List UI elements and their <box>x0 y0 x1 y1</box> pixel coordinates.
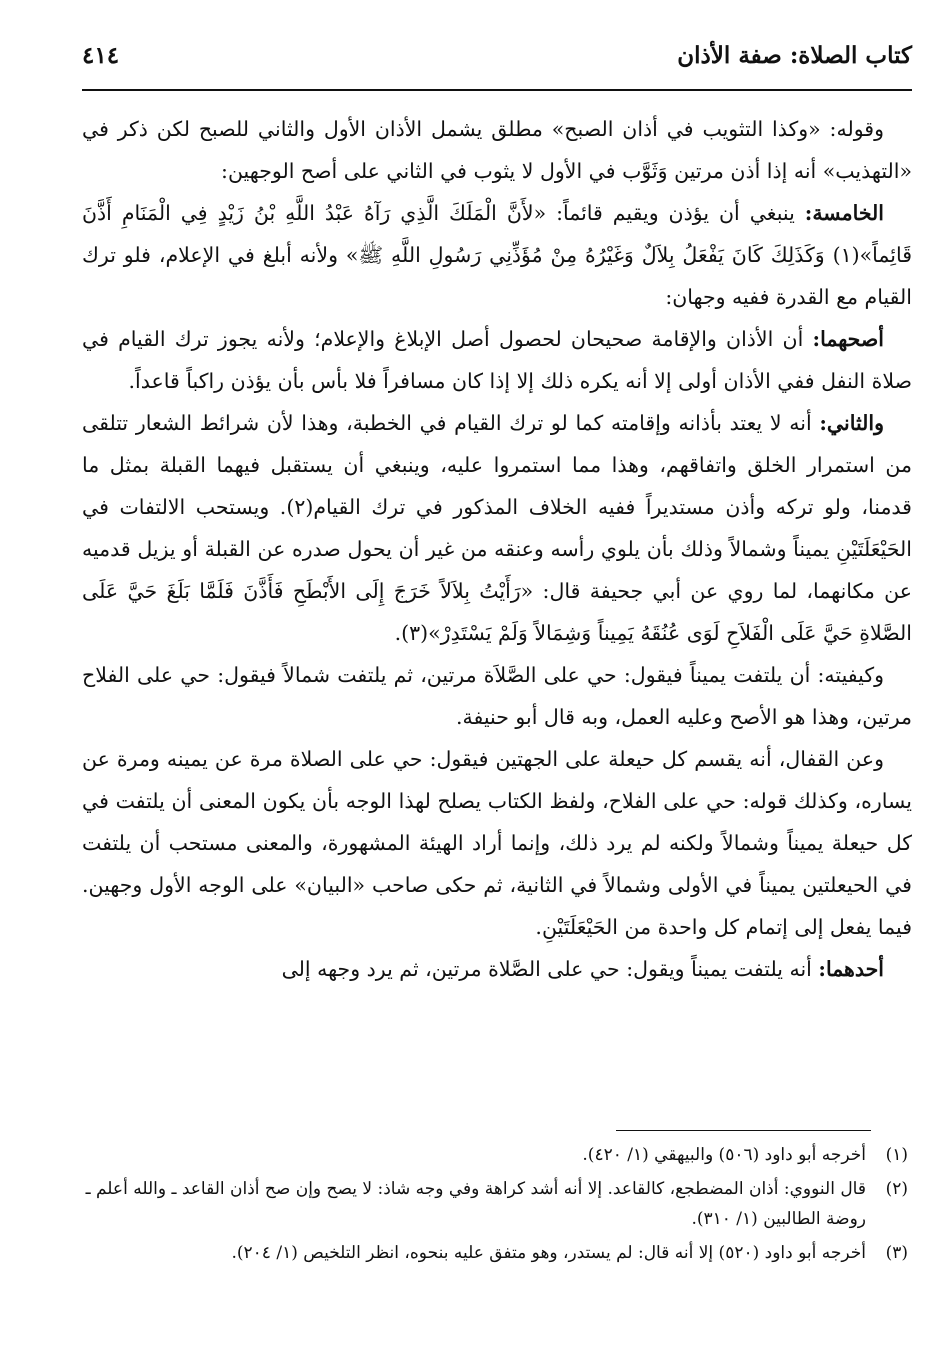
footnote-number: (٣) <box>885 1243 908 1263</box>
paragraph-text: وعن القفال، أنه يقسم كل حيعلة على الجهتين فيقول: حي على الصلاة مرة عن يمينه ومرة عن يساره، وكذلك قوله: حي على الفلاح، ولفظ الكتاب يصلح لهذا الوجه بأن يكون المعنى أن يلتفت في كل حيعلة يميناً وشمالاً ولكنه لم يرد ذلك، وإنما أراد الهيئة المشهورة، والمعنى مستحب أن يلتفت في الحيعلتين يميناً في الأولى وشمالاً في الثانية، ثم حكى صاحب «البيان» على الوجه الأول وجهين. فيما يفعل إلى إتمام كل واحدة من الحَيْعَلَتَيْنِ. <box>82 747 912 939</box>
chapter-title: كتاب الصلاة: صفة الأذان <box>677 42 912 69</box>
paragraph-4 <box>82 402 912 654</box>
paragraph-text: أنه يلتفت يميناً ويقول: حي على الصَّلاة مرتين، ثم يرد وجهه إلى <box>281 957 812 981</box>
paragraph-lead: أحدهما: <box>818 957 884 981</box>
footnote-1 <box>82 1140 912 1170</box>
paragraph-7 <box>82 948 912 990</box>
footnote-divider <box>616 1130 871 1131</box>
paragraph-text: ينبغي أن يؤذن ويقيم قائماً: «لأَنَّ الْمَلَكَ الَّذِي رَآهُ عَبْدُ اللَّهِ بْنُ زَيْدٍ فِي الْمَنَامِ أَذَّنَ قَائِماً»(١) وَكَذَلِكَ كَانَ يَفْعَلُ بِلاَلٌ وَغَيْرُهُ مِنْ مُؤَذِّنِي رَسُولِ اللَّهِ ﷺ» ولأنه أبلغ في الإعلام، فلو ترك القيام مع القدرة ففيه وجهان: <box>82 201 912 309</box>
footnote-number: (١) <box>885 1145 908 1165</box>
footnote-text: أخرجه أبو داود (٥٢٠) إلا أنه قال: لم يستدر، وهو متفق عليه بنحوه، انظر التلخيص (١/ ٢٠٤). <box>231 1243 866 1263</box>
paragraph-lead: الخامسة: <box>804 201 884 225</box>
paragraph-text: أن الأذان والإقامة صحيحان لحصول أصل الإبلاغ والإعلام؛ ولأنه يجوز ترك القيام في صلاة النفل ففي الأذان أولى إلا أنه يكره ذلك إلا إذا كان مسافراً فلا بأس بأن يؤذن راكباً قاعداً. <box>82 327 912 393</box>
footnote-number: (٢) <box>885 1179 908 1199</box>
paragraph-3 <box>82 318 912 402</box>
paragraph-6 <box>82 738 912 948</box>
footnote-3 <box>82 1238 912 1268</box>
paragraph-2 <box>82 192 912 318</box>
paragraph-5 <box>82 654 912 738</box>
paragraph-lead: والثاني: <box>819 411 884 435</box>
footnote-2 <box>82 1174 912 1234</box>
paragraph-text: وكيفيته: أن يلتفت يميناً فيقول: حي على الصَّلاَة مرتين، ثم يلتفت شمالاً فيقول: حي على الفلاح مرتين، وهذا هو الأصح وعليه العمل، وبه قال أبو حنيفة. <box>82 663 912 729</box>
footnote-text: أخرجه أبو داود (٥٠٦) والبيهقي (١/ ٤٢٠). <box>582 1145 866 1165</box>
main-text <box>82 108 912 990</box>
running-header <box>82 42 912 90</box>
footnote-text: قال النووي: أذان المضطجع، كالقاعد. إلا أنه أشد كراهة وفي وجه شاذ: لا يصح وإن صح أذان القاعد ـ والله أعلم ـ روضة الطالبين (١/ ٣١٠). <box>85 1179 866 1229</box>
page-number: ٤١٤ <box>82 42 120 69</box>
paragraph-text: وقوله: «وكذا التثويب في أذان الصبح» مطلق يشمل الأذان الأول والثاني للصبح لكن ذكر في «التهذيب» أنه إذا أذن مرتين وَثَوَّب في الأول لا يثوب في الثاني على أصح الوجهين: <box>82 117 912 183</box>
footnotes <box>82 1140 912 1272</box>
paragraph-text: أنه لا يعتد بأذانه وإقامته كما لو ترك القيام في الخطبة، وهذا لأن شرائط الشعار تتلقى من استمرار الخلق واتفاقهم، وهذا مما استمروا عليه، وينبغي أن يستقبل فيهما القبلة بمثل ما قدمنا، ولو تركه وأذن مستديراً ففيه الخلاف المذكور في ترك القيام(٢). ويستحب الالتفات في الحَيْعَلَتَيْنِ يميناً وشمالاً وذلك بأن يلوي رأسه وعنقه من غير أن يحول صدره عن القبلة أو يزيل قدميه عن مكانهما، لما روي عن أبي جحيفة قال: «رَأَيْتُ بِلاَلاً خَرَجَ إِلَى الأَبْطَحِ فَأَذَّنَ فَلَمَّا بَلَغَ حَيَّ عَلَى الصَّلاةِ حَيَّ عَلَى الْفَلاَحِ لَوَى عُنُقَهُ يَمِيناً وَشِمَالاً وَلَمْ يَسْتَدِرْ»(٣). <box>82 411 912 645</box>
header-divider <box>82 89 912 91</box>
paragraph-1 <box>82 108 912 192</box>
paragraph-lead: أصحهما: <box>812 327 884 351</box>
